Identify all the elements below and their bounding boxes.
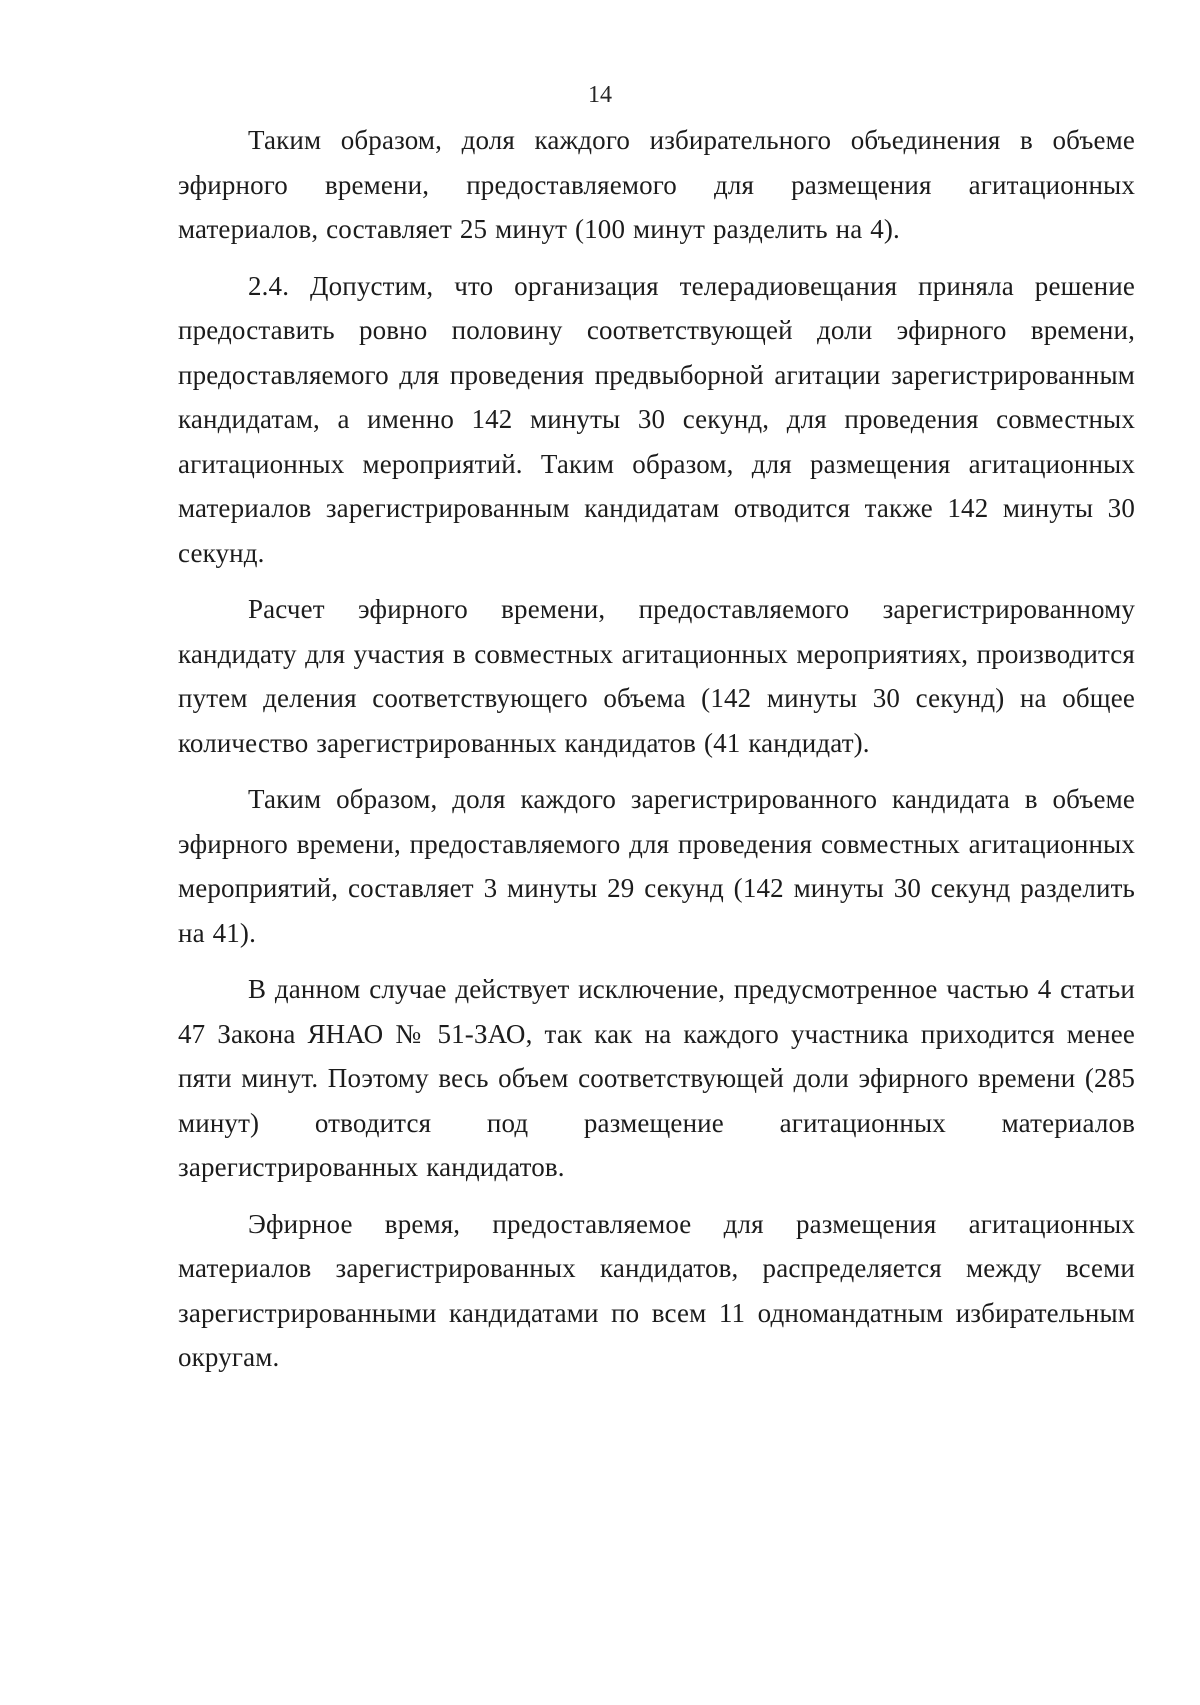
- paragraph-candidate-share: Таким образом, доля каждого зарегистрированного кандидата в объеме эфирного времени, предоставляемого для проведения совместных агитационных мероприятий, составляет 3 минуты 29 секунд (142 минуты 30 секунд разделить на 41).: [178, 784, 1135, 948]
- document-body: [178, 118, 1135, 1392]
- paragraph-distribution: Эфирное время, предоставляемое для размещения агитационных материалов зарегистрированных кандидатов, распределяется между всеми зарегистрированными кандидатами по всем 11 одномандатным избирательным округам.: [178, 1208, 1135, 1372]
- paragraph-section-2-4: 2.4. Допустим, что организация телерадиовещания приняла решение предоставить ровно половину соответствующей доли эфирного времени, предоставляемого для проведения предвыборной агитации зарегистрированным кандидатам, а именно 142 минуты 30 секунд, для проведения совместных агитационных мероприятий. Таким образом, для размещения агитационных материалов зарегистрированным кандидатам отводится также 142 минуты 30 секунд.: [178, 270, 1135, 568]
- paragraph-exception: В данном случае действует исключение, предусмотренное частью 4 статьи 47 Закона ЯНАО № 51-ЗАО, так как на каждого участника приходится менее пяти минут. Поэтому весь объем соответствующей доли эфирного времени (285 минут) отводится под размещение агитационных материалов зарегистрированных кандидатов.: [178, 974, 1135, 1182]
- page-number: 14: [588, 82, 612, 108]
- paragraph-party-share: Таким образом, доля каждого избирательного объединения в объеме эфирного времени, предоставляемого для размещения агитационных материалов, составляет 25 минут (100 минут разделить на 4).: [178, 125, 1135, 244]
- paragraph-calculation: Расчет эфирного времени, предоставляемого зарегистрированному кандидату для участия в совместных агитационных мероприятиях, производится путем деления соответствующего объема (142 минуты 30 секунд) на общее количество зарегистрированных кандидатов (41 кандидат).: [178, 594, 1135, 758]
